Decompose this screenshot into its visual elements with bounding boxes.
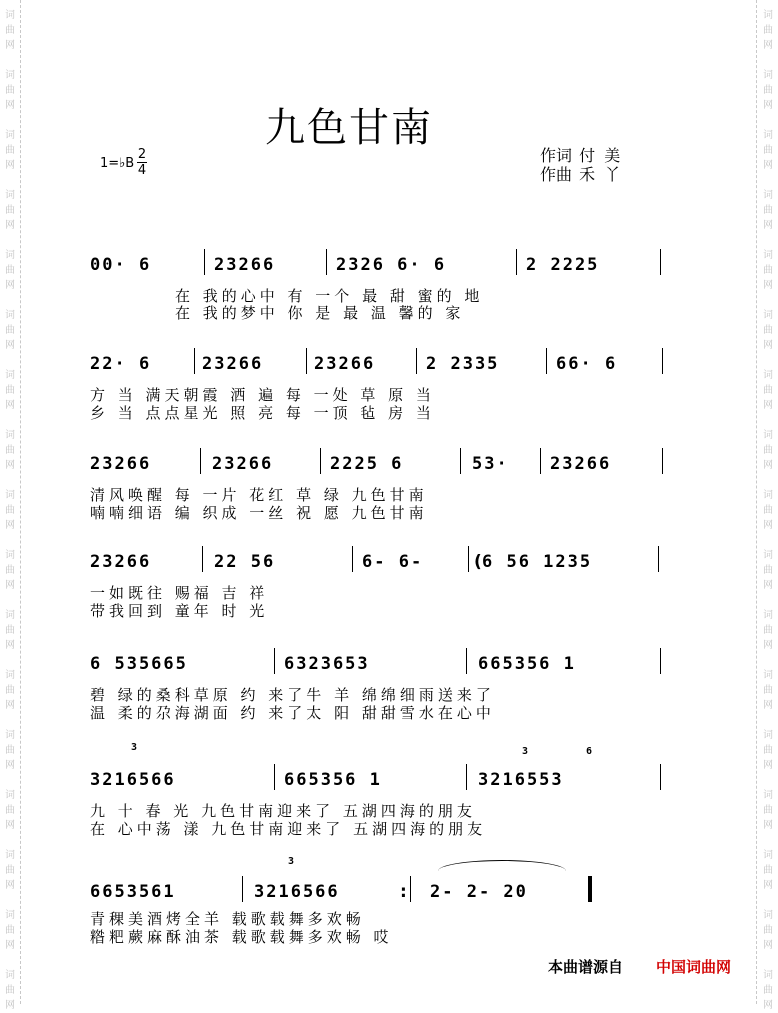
watermark-text: 词 曲 网	[763, 730, 773, 771]
site-name-link[interactable]: 中国词曲网	[656, 958, 732, 976]
measure: 22· 6	[90, 354, 152, 374]
watermark-text: 词 曲 网	[763, 490, 773, 531]
watermark-text: 词 曲 网	[5, 130, 15, 171]
tie-arc	[438, 860, 566, 871]
watermark-text: 词 曲 网	[763, 190, 773, 231]
measure: 23266	[90, 552, 152, 572]
bar-line	[274, 648, 275, 674]
watermark-text: 词 曲 网	[5, 310, 15, 351]
measure: 2- 2- 20	[430, 882, 528, 902]
watermark-text: 词 曲 网	[5, 10, 15, 51]
lyric-line: 一如既往 赐福 吉 祥	[90, 584, 269, 602]
composer-name: 禾 丫	[579, 165, 623, 184]
bar-line	[658, 546, 659, 572]
lyric-line: 碧 绿的桑科草原 约 来了牛 羊 绵绵细雨送来了	[90, 686, 495, 704]
watermark-text: 词 曲 网	[763, 310, 773, 351]
lyric-line: 九 十 春 光 九色甘南迎来了 五湖四海的朋友	[90, 802, 476, 820]
bar-line	[326, 249, 327, 275]
watermark-text: 词 曲 网	[763, 250, 773, 291]
lyric-line: 温 柔的尕海湖面 约 来了太 阳 甜甜雪水在心中	[90, 704, 495, 722]
measure: 6323653	[284, 654, 370, 674]
bar-line	[306, 348, 307, 374]
bar-line	[352, 546, 353, 572]
right-margin-line	[756, 0, 757, 1004]
bar-line	[194, 348, 195, 374]
measure: 6- 6-	[362, 552, 424, 572]
watermark-text: 词 曲 网	[5, 70, 15, 111]
watermark-text: 词 曲 网	[5, 970, 15, 1011]
lyric-line: 青稞美酒烤全羊 载歌载舞多欢畅	[90, 910, 365, 928]
watermark-text: 词 曲 网	[763, 910, 773, 951]
watermark-text: 词 曲 网	[763, 610, 773, 651]
bar-line	[660, 648, 661, 674]
watermark-text: 词 曲 网	[5, 610, 15, 651]
grace-note: 3	[522, 746, 529, 757]
bar-line	[416, 348, 417, 374]
watermark-text: 词 曲 网	[5, 670, 15, 711]
grace-note: 6	[586, 746, 593, 757]
bar-line	[540, 448, 541, 474]
watermark-text: 词 曲 网	[763, 370, 773, 411]
watermark-text: 词 曲 网	[763, 70, 773, 111]
measure: 22 56	[214, 552, 276, 572]
measure: 3216566	[254, 882, 340, 902]
watermark-text: 词 曲 网	[5, 730, 15, 771]
bar-line	[660, 249, 661, 275]
watermark-text: 词 曲 网	[763, 670, 773, 711]
watermark-text: 词 曲 网	[763, 10, 773, 51]
watermark-text: 词 曲 网	[763, 130, 773, 171]
measure: 3216566	[90, 770, 176, 790]
bar-line	[242, 876, 243, 902]
watermark-text: 词 曲 网	[5, 550, 15, 591]
watermark-text: 词 曲 网	[763, 850, 773, 891]
bar-line	[466, 648, 467, 674]
lyric-line: 在 我的梦中 你 是 最 温 馨的 家	[175, 304, 465, 322]
time-signature	[137, 148, 147, 177]
measure: 2 2225	[526, 255, 600, 275]
bar-line	[660, 764, 661, 790]
measure: 23266	[90, 454, 152, 474]
measure: 23266	[202, 354, 264, 374]
key-signature: 1=♭B	[100, 156, 135, 171]
bar-line	[320, 448, 321, 474]
time-signature-bottom: 4	[137, 163, 147, 178]
lyricist-name: 付 美	[579, 146, 623, 165]
measure: 00· 6	[90, 255, 152, 275]
lyric-line: 在 心中荡 漾 九色甘南迎来了 五湖四海的朋友	[90, 820, 487, 838]
bar-line	[202, 546, 203, 572]
watermark-text: 词 曲 网	[5, 190, 15, 231]
lyricist-role: 作词	[540, 146, 573, 165]
lyric-line: 喃喃细语 编 织成 一丝 祝 愿 九色甘南	[90, 504, 428, 522]
repeat-start: (	[474, 552, 482, 572]
repeat-end: :	[400, 882, 407, 902]
watermark-text: 词 曲 网	[763, 790, 773, 831]
composer-credit	[540, 162, 622, 185]
measure: 6653561	[90, 882, 176, 902]
lyric-line: 清风唤醒 每 一片 花红 草 绿 九色甘南	[90, 486, 428, 504]
bar-line	[204, 249, 205, 275]
watermark-text: 词 曲 网	[5, 850, 15, 891]
measure: 6 535665	[90, 654, 188, 674]
measure: 665356 1	[478, 654, 576, 674]
bar-line	[274, 764, 275, 790]
watermark-text: 词 曲 网	[5, 370, 15, 411]
bar-line	[410, 876, 411, 902]
bar-line	[546, 348, 547, 374]
grace-note: 3	[288, 856, 295, 867]
bar-line	[200, 448, 201, 474]
measure: 53·	[472, 454, 509, 474]
time-signature-top: 2	[137, 147, 147, 162]
measure: 2326 6· 6	[336, 255, 447, 275]
bar-line	[466, 764, 467, 790]
lyric-line: 糌粑蕨麻酥油茶 载歌载舞多欢畅 哎	[90, 928, 393, 946]
measure: 23266	[314, 354, 376, 374]
bar-line	[460, 448, 461, 474]
grace-note: 3	[131, 742, 138, 753]
measure: 23266	[550, 454, 612, 474]
measure: 665356 1	[284, 770, 382, 790]
measure: 66· 6	[556, 354, 618, 374]
lyric-line: 方 当 满天朝霞 洒 遍 每 一处 草 原 当	[90, 386, 435, 404]
measure: 23266	[212, 454, 274, 474]
watermark-text: 词 曲 网	[5, 250, 15, 291]
bar-line	[662, 448, 663, 474]
bar-line	[662, 348, 663, 374]
measure: 6 56 1235	[482, 552, 593, 572]
bar-line	[516, 249, 517, 275]
watermark-text: 词 曲 网	[763, 970, 773, 1011]
measure: 2225 6	[330, 454, 404, 474]
composer-role: 作曲	[540, 165, 573, 184]
lyric-line: 在 我的心中 有 一个 最 甜 蜜的 地	[175, 287, 484, 305]
watermark-text: 词 曲 网	[5, 910, 15, 951]
watermark-text: 词 曲 网	[5, 430, 15, 471]
measure: 2 2335	[426, 354, 500, 374]
bar-line	[468, 546, 469, 572]
final-bar-line	[588, 876, 592, 902]
lyric-line: 乡 当 点点星光 照 亮 每 一顶 毡 房 当	[90, 404, 435, 422]
watermark-text: 词 曲 网	[763, 550, 773, 591]
measure: 23266	[214, 255, 276, 275]
watermark-text: 词 曲 网	[763, 430, 773, 471]
watermark-text: 词 曲 网	[5, 490, 15, 531]
measure: 3216553	[478, 770, 564, 790]
watermark-text: 词 曲 网	[5, 790, 15, 831]
left-margin-line	[20, 0, 21, 1004]
lyric-line: 带我回到 童年 时 光	[90, 602, 269, 620]
page-title: 九色甘南	[265, 105, 433, 151]
source-label: 本曲谱源自	[548, 958, 624, 976]
